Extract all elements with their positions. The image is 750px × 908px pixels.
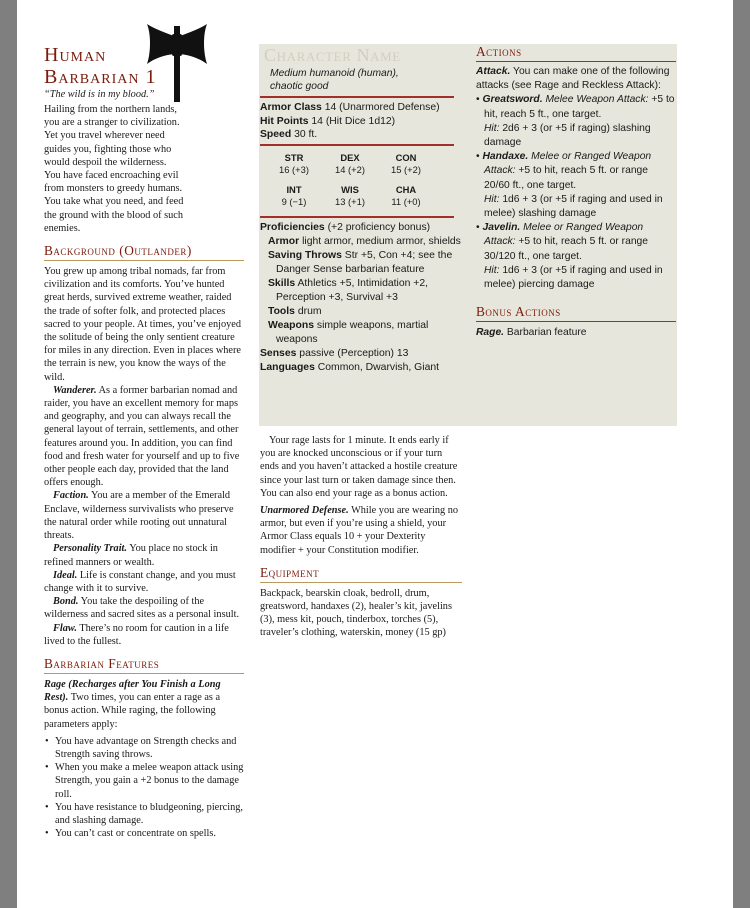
hit-label: Hit: <box>484 122 500 134</box>
saving-throws-row <box>260 249 462 277</box>
core-stats <box>260 101 462 141</box>
rage-paragraph <box>44 678 244 731</box>
tools-row <box>260 305 462 319</box>
armor-class-row <box>260 101 462 114</box>
skills-row <box>260 277 462 305</box>
saving-throws-label: Saving Throws <box>268 250 342 262</box>
javelin-entry: • Javelin. Melee or Ranged Weapon Attack: +5 to hit, reach 5 ft. or range 30/120 ft., one target. Hit: 1d6 + 3 (or +5 if raging and used in melee) piercing damage <box>476 222 663 291</box>
ability-name: INT <box>286 184 302 196</box>
speed-value: 30 ft. <box>294 128 318 140</box>
wanderer-text: As a former barbarian nomad and raider, you have an excellent memory for maps and geography, and you can always recall the general layout of terrain, settlements, and other features around you. In addition, you can find food and fresh water for yourself and up to five other people each day, provided that the land offers enough. <box>44 384 240 489</box>
list-item: • When you make a melee weapon attack using Strength, you gain a +2 bonus to the damage roll. <box>44 761 244 801</box>
senses-value: passive (Perception) 13 <box>299 348 409 360</box>
left-column <box>44 44 244 840</box>
divider <box>260 216 454 218</box>
hit-points-value: 14 (Hit Dice 1d12) <box>311 115 396 127</box>
rage-text: Two times, you can enter a rage as a bonus action. While raging, the following parameters apply: <box>44 692 221 730</box>
bond-label: Bond. <box>53 596 79 608</box>
languages-row <box>260 361 462 375</box>
flavor-quote: “The wild is in my blood.” <box>44 89 155 100</box>
greatsword-entry: • Greatsword. Melee Weapon Attack: +5 to hit, reach 5 ft., one target. Hit: 2d6 + 3 (or +5 if raging) slashing damage <box>476 94 675 149</box>
proficiencies-label: Proficiencies <box>260 222 325 234</box>
armor-class-label: Armor Class <box>260 102 322 114</box>
trait-paragraph <box>44 542 244 568</box>
trait-label: Personality Trait. <box>53 543 127 555</box>
faction-text: You are a member of the Emerald Enclave, wilderness survivalists who preserve the natural order while rooting out unnatural threats. <box>44 490 234 542</box>
bond-paragraph <box>44 595 244 621</box>
ability-int <box>266 184 322 208</box>
statblock-top <box>240 44 446 93</box>
bonus-rage-label: Rage. <box>476 327 505 339</box>
tools-label: Tools <box>268 306 295 318</box>
armor-class-value: 14 (Unarmored Defense) <box>324 102 440 114</box>
hit-points-label: Hit Points <box>260 115 309 127</box>
title-race: Human <box>44 44 107 66</box>
divider <box>260 144 454 146</box>
ability-score: 9 (−1) <box>281 196 307 208</box>
attack-paragraph <box>476 65 676 93</box>
weapon-name: Handaxe. <box>482 151 529 163</box>
ideal-text: Life is constant change, and you must change with it to survive. <box>44 569 236 594</box>
bonus-actions-heading: Bonus Actions <box>476 304 676 322</box>
weapon-type: Melee or Ranged Weapon Attack: <box>484 222 644 248</box>
weapon-desc: +5 to hit, reach 5 ft. or range 20/60 ft., one target. <box>484 165 649 191</box>
weapon-name: Javelin. <box>482 222 521 234</box>
weapon-hit: 1d6 + 3 (or +5 if raging and used in melee) slashing damage <box>484 193 663 220</box>
armor-value: light armor, medium armor, shields <box>302 236 461 248</box>
hit-label: Hit: <box>484 264 500 276</box>
languages-value: Common, Dwarvish, Giant <box>317 362 440 374</box>
list-item: • You can’t cast or concentrate on spells. <box>44 827 244 840</box>
creature-type <box>270 67 442 93</box>
background-section <box>44 265 244 648</box>
ability-cha <box>378 184 434 208</box>
ability-score: 11 (+0) <box>391 196 421 208</box>
rage-parameters-list <box>44 735 244 841</box>
weapons-value: simple weapons, martial weapons <box>276 320 429 346</box>
ability-score: 14 (+2) <box>335 164 365 176</box>
ability-name: CON <box>395 152 417 164</box>
bond-text: You take the despoiling of the wilderness and sacred sites as a personal insult. <box>44 596 240 621</box>
bonus-rage-row <box>476 326 676 339</box>
actions-section <box>476 65 676 292</box>
flaw-text: There’s no room for caution in a life lived to the fullest. <box>44 622 229 647</box>
senses-row <box>260 347 462 361</box>
list-item: • You have advantage on Strength checks and Strength saving throws. <box>44 735 244 761</box>
proficiencies-value: (+2 proficiency bonus) <box>327 222 431 234</box>
page-title <box>44 44 244 88</box>
rage-continued <box>260 434 462 640</box>
handaxe-entry: • Handaxe. Melee or Ranged Weapon Attack: +5 to hit, reach 5 ft. or range 20/60 ft., one target. Hit: 1d6 + 3 (or +5 if raging and used in melee) slashing damage <box>476 151 663 220</box>
background-heading: Background (Outlander) <box>44 243 244 261</box>
weapon-hit: 2d6 + 3 (or +5 if raging) slashing damage <box>484 122 651 149</box>
saving-throws-value: Str +5, Con +4; see the Danger Sense barbarian feature <box>276 250 453 276</box>
right-column <box>476 44 676 339</box>
ability-name: CHA <box>395 184 417 196</box>
character-name: Character Name <box>264 45 401 65</box>
features-heading: Barbarian Features <box>44 656 244 674</box>
hit-points-row <box>260 115 462 128</box>
ability-score: 16 (+3) <box>279 164 309 176</box>
unarmored-paragraph <box>260 504 462 557</box>
features-section <box>44 678 244 840</box>
creature-alignment: chaotic good <box>270 81 329 93</box>
title-class: Barbarian 1 <box>44 66 157 88</box>
equipment-list: Backpack, bearskin cloak, bedroll, drum, greatsword, handaxes (2), healer’s kit, javelins (3), mess kit, pouch, tinderbox, torches (5), traveler’s clothing, waterskin, money (15 gp) <box>260 587 452 639</box>
background-body: You grew up among tribal nomads, far from civilization and its comforts. You’ve hunted great herds, survived extreme weather, raided the trade of softer folk, and protected places sacred to your people. At times, you’ve enjoyed the solitude of being the only sentient creature for miles in any direction. Even in places where the terrain is new, you know the ways of the wild. <box>44 266 242 383</box>
ideal-label: Ideal. <box>53 569 78 581</box>
ability-name: DEX <box>340 152 360 164</box>
languages-label: Languages <box>260 362 315 374</box>
ability-score: 13 (+1) <box>335 196 365 208</box>
flaw-paragraph <box>44 622 244 648</box>
equipment-heading: Equipment <box>260 565 462 583</box>
list-item: • You have resistance to bludgeoning, piercing, and slashing damage. <box>44 801 244 827</box>
wanderer-paragraph <box>44 384 244 490</box>
rage-duration: Your rage lasts for 1 minute. It ends early if you are knocked unconscious or if your turn ends and you haven’t attacked a hostile creature since your last turn or taken damage since then. You can also end your rage as a bonus action. <box>260 435 458 499</box>
weapon-desc: +5 to hit, reach 5 ft. or range 30/120 ft., one target. <box>484 236 649 262</box>
weapon-type: Melee or Ranged Weapon Attack: <box>484 151 652 177</box>
faction-label: Faction. <box>53 490 89 502</box>
ideal-paragraph <box>44 569 244 595</box>
trait-text: You place no stock in refined manners or wealth. <box>44 543 218 568</box>
wanderer-label: Wanderer. <box>53 384 97 396</box>
divider <box>260 96 454 98</box>
ability-name: STR <box>284 152 304 164</box>
proficiencies-section <box>260 221 462 375</box>
intro-text: Hailing from the northern lands, you are a stranger to civilization. Yet you travel wherever need guides you, fighting those who would despoil the wilderness. You have faced encroaching evil from monsters to greedy humans. You take what you need, and feed the ground with the blood of such enemies. <box>44 104 184 234</box>
proficiencies-row <box>260 221 462 235</box>
faction-paragraph <box>44 489 244 542</box>
middle-column <box>260 44 462 639</box>
rage-label: Rage (Recharges after You Finish a Long Rest). <box>44 678 221 704</box>
weapon-desc: +5 to hit, reach 5 ft., one target. <box>484 94 675 120</box>
actions-heading: Actions <box>476 44 676 62</box>
unarmored-label: Unarmored Defense. <box>260 505 349 517</box>
creature-type-line1: Medium humanoid (human), <box>270 68 399 79</box>
weapon-type: Melee Weapon Attack: <box>545 94 649 106</box>
ability-name: WIS <box>341 184 359 196</box>
bonus-rage-text: Barbarian feature <box>506 327 587 339</box>
ability-str <box>266 152 322 176</box>
ability-con <box>378 152 434 176</box>
ability-scores <box>266 152 434 208</box>
armor-row <box>260 235 462 249</box>
flaw-label: Flaw. <box>53 622 77 634</box>
attack-label: Attack. <box>476 66 511 77</box>
tools-value: drum <box>297 306 322 318</box>
ability-wis <box>322 184 378 208</box>
hit-label: Hit: <box>484 193 500 205</box>
ability-score: 15 (+2) <box>391 164 421 176</box>
senses-label: Senses <box>260 348 297 360</box>
speed-row <box>260 128 462 141</box>
armor-label: Armor <box>268 236 300 248</box>
speed-label: Speed <box>260 128 292 140</box>
skills-label: Skills <box>268 278 296 290</box>
weapons-row <box>260 319 462 347</box>
weapon-hit: 1d6 + 3 (or +5 if raging and used in melee) piercing damage <box>484 264 663 291</box>
weapons-label: Weapons <box>268 320 314 332</box>
skills-value: Athletics +5, Intimidation +2, Perception +3, Survival +3 <box>276 278 429 304</box>
weapon-name: Greatsword. <box>482 94 543 106</box>
ability-dex <box>322 152 378 176</box>
attack-text: You can make one of the following attacks (see Rage and Reckless Attack): <box>476 66 670 92</box>
unarmored-text: While you are wearing no armor, but even if you’re using a shield, your Armor Class equals 10 + your Dexterity modifier + your Constitution modifier. <box>260 505 458 556</box>
